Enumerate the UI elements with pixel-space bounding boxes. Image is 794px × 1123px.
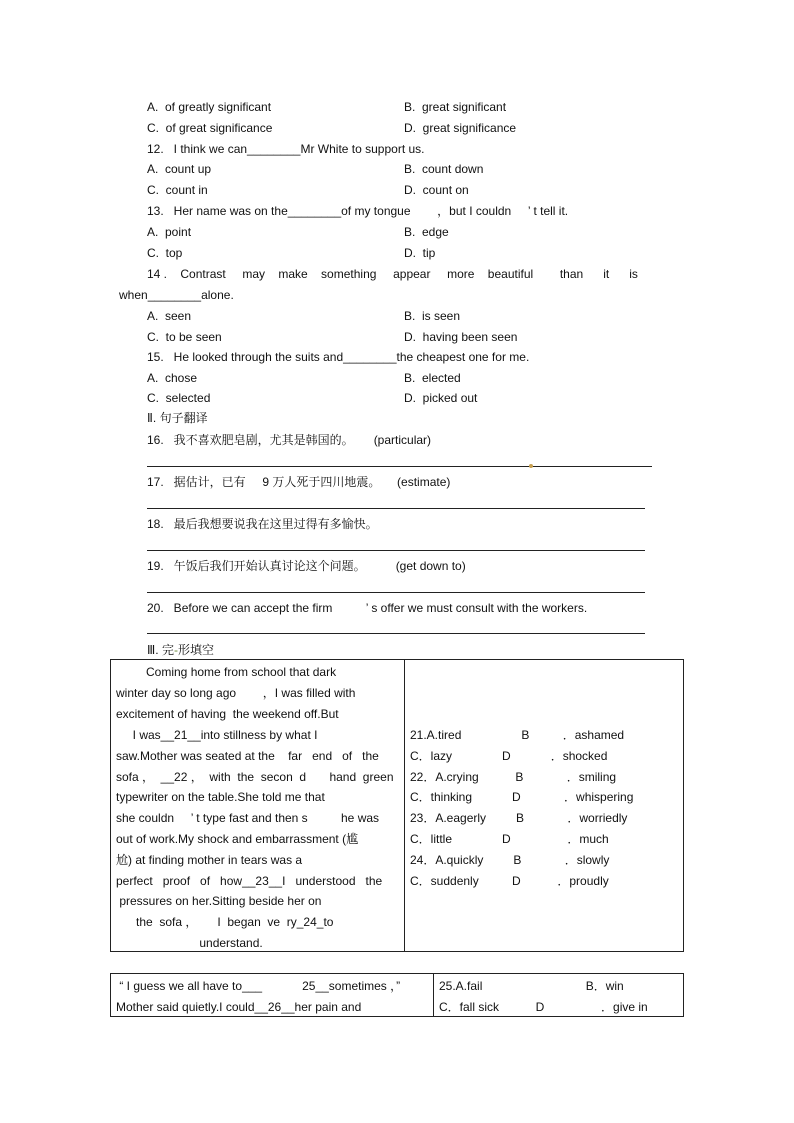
passage-line: “ I guess we all have to___ 25__sometimes ，” (116, 979, 401, 993)
passage-line: out of work.My shock and embarrassment (尴 (116, 832, 359, 846)
passage-line: sofa ， __22 ， with the secon d hand green (116, 770, 394, 784)
passage-line: excitement of having the weekend off.But (116, 707, 339, 721)
q11-option-b: B. great significant (404, 100, 507, 114)
answer-line-16 (147, 466, 652, 467)
option-line: C．lazy D ．shocked (410, 749, 608, 763)
q14-stem: 14 . Contrast may make something appear more beautiful than it is (147, 267, 638, 281)
passage-line: typewriter on the table.She told me that (116, 790, 325, 804)
q15-stem: 15. He looked through the suits and________the cheapest one for me. (147, 350, 530, 364)
q14-stem-continued: when________alone. (119, 288, 234, 302)
translation-16: 16. 我不喜欢肥皂剧，尤其是韩国的。 (particular) (147, 433, 432, 447)
section2-heading: Ⅱ. 句子翻译 (147, 411, 208, 425)
cloze-table-2-divider (433, 973, 434, 1016)
q15-option-c: C. selected (147, 391, 211, 405)
option-line: 21.A.tired B ．ashamed (410, 728, 625, 742)
q13-option-b: B. edge (404, 225, 449, 239)
q12-option-c: C. count in (147, 183, 208, 197)
option-line: 24．A.quickly B ．slowly (410, 853, 610, 867)
q15-option-a: A. chose (147, 371, 198, 385)
translation-18: 18. 最后我想要说我在这里过得有多愉快。 (147, 517, 378, 531)
q11-option-c: C. of great significance (147, 121, 273, 135)
q15-option-b: B. elected (404, 371, 461, 385)
passage-line: 尬) at finding mother in tears was a (116, 853, 303, 867)
passage-line: pressures on her.Sitting beside her on (116, 894, 322, 908)
cloze-table-1 (110, 659, 684, 952)
q12-option-a: A. count up (147, 162, 212, 176)
q14-option-a: A. seen (147, 309, 192, 323)
cloze-table-1-divider (404, 659, 405, 951)
q12-option-b: B. count down (404, 162, 484, 176)
passage-line: the sofa ， I began ve ry_24_to (116, 915, 334, 929)
passage-line: she couldn ’ t type fast and then s he was (116, 811, 380, 825)
passage-line: saw.Mother was seated at the far end of the (116, 749, 379, 763)
q11-option-a: A. of greatly significant (147, 100, 272, 114)
option-line: C．suddenly D ．proudly (410, 874, 609, 888)
option-line: 22．A.crying B ．smiling (410, 770, 617, 784)
answer-line-19 (147, 592, 645, 593)
q13-option-d: D. tip (404, 246, 436, 260)
q14-option-c: C. to be seen (147, 330, 222, 344)
q13-stem: 13. Her name was on the________of my tongue ，but I couldn ’ t tell it. (147, 204, 569, 218)
dot-mark (529, 464, 533, 468)
option-line: C．thinking D ．whispering (410, 790, 634, 804)
passage-line: Mother said quietly.I could__26__her pain and (116, 1000, 362, 1014)
translation-17: 17. 据估计，已有 9 万人死于四川地震。 (estimate) (147, 475, 451, 489)
q13-option-a: A. point (147, 225, 192, 239)
q13-option-c: C. top (147, 246, 183, 260)
translation-20: 20. Before we can accept the firm ’ s offer we must consult with the workers. (147, 601, 588, 615)
answer-line-17 (147, 508, 645, 509)
option-line: C．little D ．much (410, 832, 609, 846)
option-line: C．fall sick D ．give in (439, 1000, 648, 1014)
q12-stem: 12. I think we can________Mr White to support us. (147, 142, 425, 156)
passage-line: I was__21__into stillness by what I (116, 728, 318, 742)
passage-line: winter day so long ago ，I was filled with (116, 686, 356, 700)
option-line: 25.A.fail B．win (439, 979, 624, 993)
passage-line: perfect proof of how__23__I understood the (116, 874, 383, 888)
q11-option-d: D. great significance (404, 121, 517, 135)
answer-line-18 (147, 550, 645, 551)
q14-option-b: B. is seen (404, 309, 461, 323)
q15-option-d: D. picked out (404, 391, 478, 405)
q12-option-d: D. count on (404, 183, 469, 197)
section3-heading-end: 形填空 (177, 643, 214, 657)
section3-heading-start: Ⅲ. 完 (147, 643, 174, 657)
option-line: 23．A.eagerly B ．worriedly (410, 811, 628, 825)
answer-line-20 (147, 633, 645, 634)
translation-19: 19. 午饭后我们开始认真讨论这个问题。 (get down to) (147, 559, 466, 573)
section3-heading (147, 643, 214, 657)
passage-line: Coming home from school that dark (116, 665, 337, 679)
passage-line: understand. (116, 936, 263, 950)
q14-option-d: D. having been seen (404, 330, 518, 344)
ink-mark: - (173, 643, 178, 657)
